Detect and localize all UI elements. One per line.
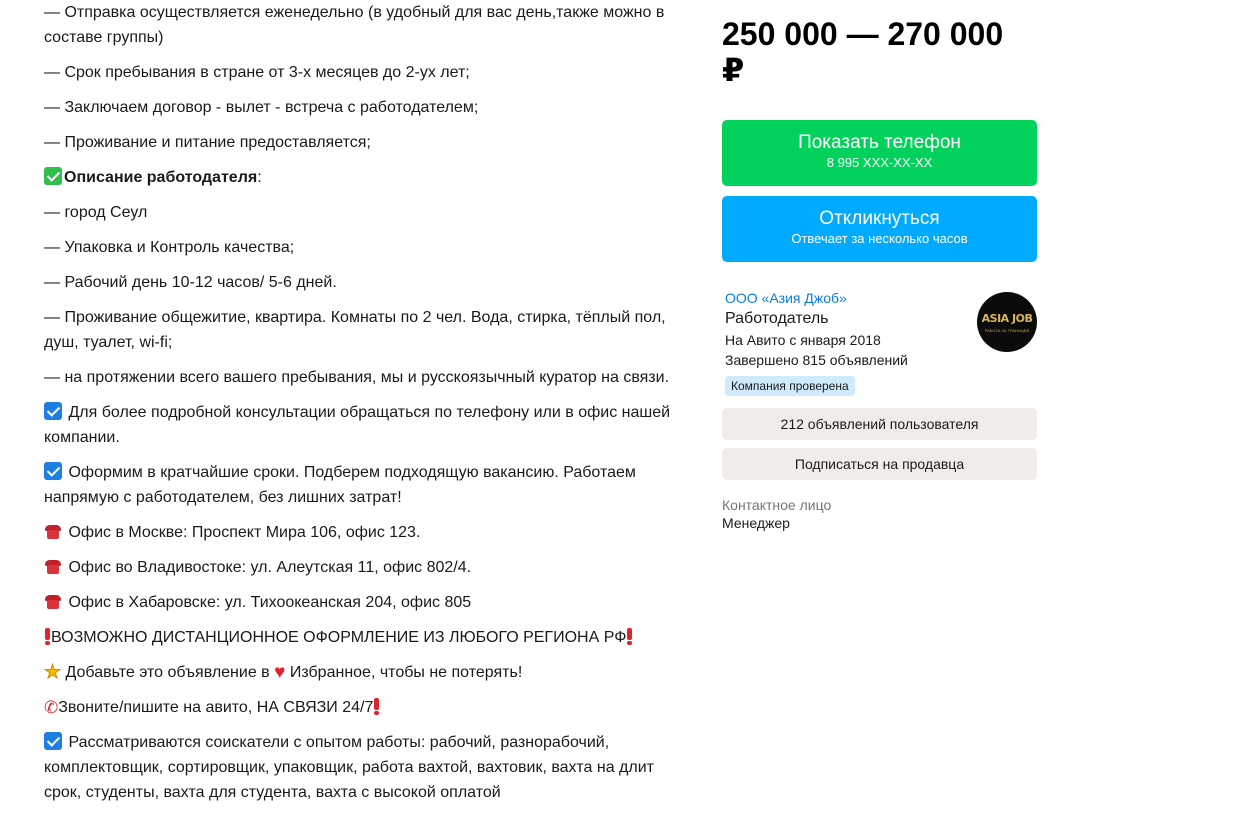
exclamation-icon bbox=[45, 628, 50, 645]
star-icon: ★ bbox=[44, 662, 62, 683]
respond-subtext: Отвечает за несколько часов bbox=[791, 231, 968, 246]
contact-label: Контактное лицо bbox=[722, 497, 832, 513]
employer-line-housing: — Проживание общежитие, квартира. Комнаты по 2 чел. Вода, стирка, тёплый пол, душ, туалет, wi-fi; bbox=[44, 309, 666, 351]
seller-card bbox=[722, 288, 1037, 408]
price: 250 000 — 270 000 ₽ bbox=[722, 16, 1004, 88]
show-phone-number: 8 995 XXX-XX-XX bbox=[826, 155, 933, 170]
contact-value: Менеджер bbox=[722, 515, 790, 531]
subscribe-button[interactable]: Подписаться на продавца bbox=[722, 448, 1037, 480]
employer-line-job: — Упаковка и Контроль качества; bbox=[44, 239, 295, 256]
green-check-icon bbox=[44, 167, 62, 185]
call-line: ✆Звоните/пишите на авито, НА СВЯЗИ 24/7 bbox=[44, 695, 684, 720]
office-vladivostok: Офис во Владивостоке: ул. Алеутская 11, офис 802/4. bbox=[44, 555, 684, 580]
respond-label: Откликнуться bbox=[819, 208, 940, 229]
office-khabarovsk: Офис в Хабаровске: ул. Тихоокеанская 204, офис 805 bbox=[44, 590, 684, 615]
blue-check-icon bbox=[44, 462, 62, 480]
show-phone-label: Показать телефон bbox=[798, 132, 961, 153]
telephone-icon bbox=[44, 525, 62, 539]
consult-line: Для более подробной консультации обращаться по телефону или в офис нашей компании. bbox=[44, 404, 671, 446]
contact-person bbox=[722, 496, 1037, 532]
exclamation-icon bbox=[627, 628, 632, 645]
desc-line-housing: — Проживание и питание предоставляется; bbox=[44, 134, 371, 151]
verified-badge: Компания проверена bbox=[725, 376, 855, 396]
phone-handset-icon: ✆ bbox=[44, 698, 59, 717]
candidates-line: Рассматриваются соискатели с опытом работы: рабочий, разнорабочий, комплектовщик, сортировщик, упаковщик, работа вахтой, вахтовик, вахта на длит срок, студенты, вахта для студента, вахта с высокой оплатой bbox=[44, 734, 654, 801]
desc-line-stay: — Срок пребывания в стране от 3-х месяцев до 2-ух лет; bbox=[44, 64, 470, 81]
favorite-line: ★ Добавьте это объявление в ♥ Избранное, чтобы не потерять! bbox=[44, 662, 523, 683]
office-moscow: Офис в Москве: Проспект Мира 106, офис 123. bbox=[44, 520, 684, 545]
seller-since: На Авито с января 2018 bbox=[725, 332, 881, 348]
fast-line: Оформим в кратчайшие сроки. Подберем подходящую вакансию. Работаем напрямую с работодателем, без лишних затрат! bbox=[44, 464, 636, 506]
desc-line-contract: — Заключаем договор - вылет - встреча с работодателем; bbox=[44, 99, 479, 116]
respond-button[interactable] bbox=[722, 196, 1037, 262]
avatar-logo-text: ASIA JOB bbox=[981, 312, 1033, 325]
avatar-logo-subtext: РАБОТА ЗА ГРАНИЦЕЙ bbox=[984, 328, 1030, 333]
employer-line-hours: — Рабочий день 10-12 часов/ 5-6 дней. bbox=[44, 274, 337, 291]
telephone-icon bbox=[44, 595, 62, 609]
employer-line-city: — город Сеул bbox=[44, 204, 148, 221]
seller-avatar[interactable] bbox=[977, 292, 1037, 352]
description bbox=[44, 0, 684, 815]
employer-heading-line: Описание работодателя: bbox=[44, 165, 684, 190]
exclamation-icon bbox=[374, 698, 379, 715]
employer-heading: Описание работодателя bbox=[64, 169, 258, 186]
heart-icon: ♥ bbox=[274, 662, 286, 683]
seller-name-link[interactable]: ООО «Азия Джоб» bbox=[725, 290, 847, 306]
employer-line-curator: — на протяжении всего вашего пребывания, мы и русскоязычный куратор на связи. bbox=[44, 369, 670, 386]
blue-check-icon bbox=[44, 732, 62, 750]
seller-role: Работодатель bbox=[725, 310, 829, 327]
remote-line: ВОЗМОЖНО ДИСТАНЦИОННОЕ ОФОРМЛЕНИЕ ИЗ ЛЮБОГО РЕГИОНА РФ bbox=[44, 625, 684, 650]
sidebar bbox=[722, 0, 1037, 532]
telephone-icon bbox=[44, 560, 62, 574]
seller-completed: Завершено 815 объявлений bbox=[725, 352, 908, 368]
desc-line-shipping: — Отправка осуществляется еженедельно (в удобный для вас день,также можно в составе группы) bbox=[44, 4, 665, 46]
user-listings-button[interactable]: 212 объявлений пользователя bbox=[722, 408, 1037, 440]
blue-check-icon bbox=[44, 402, 62, 420]
show-phone-button[interactable] bbox=[722, 120, 1037, 186]
